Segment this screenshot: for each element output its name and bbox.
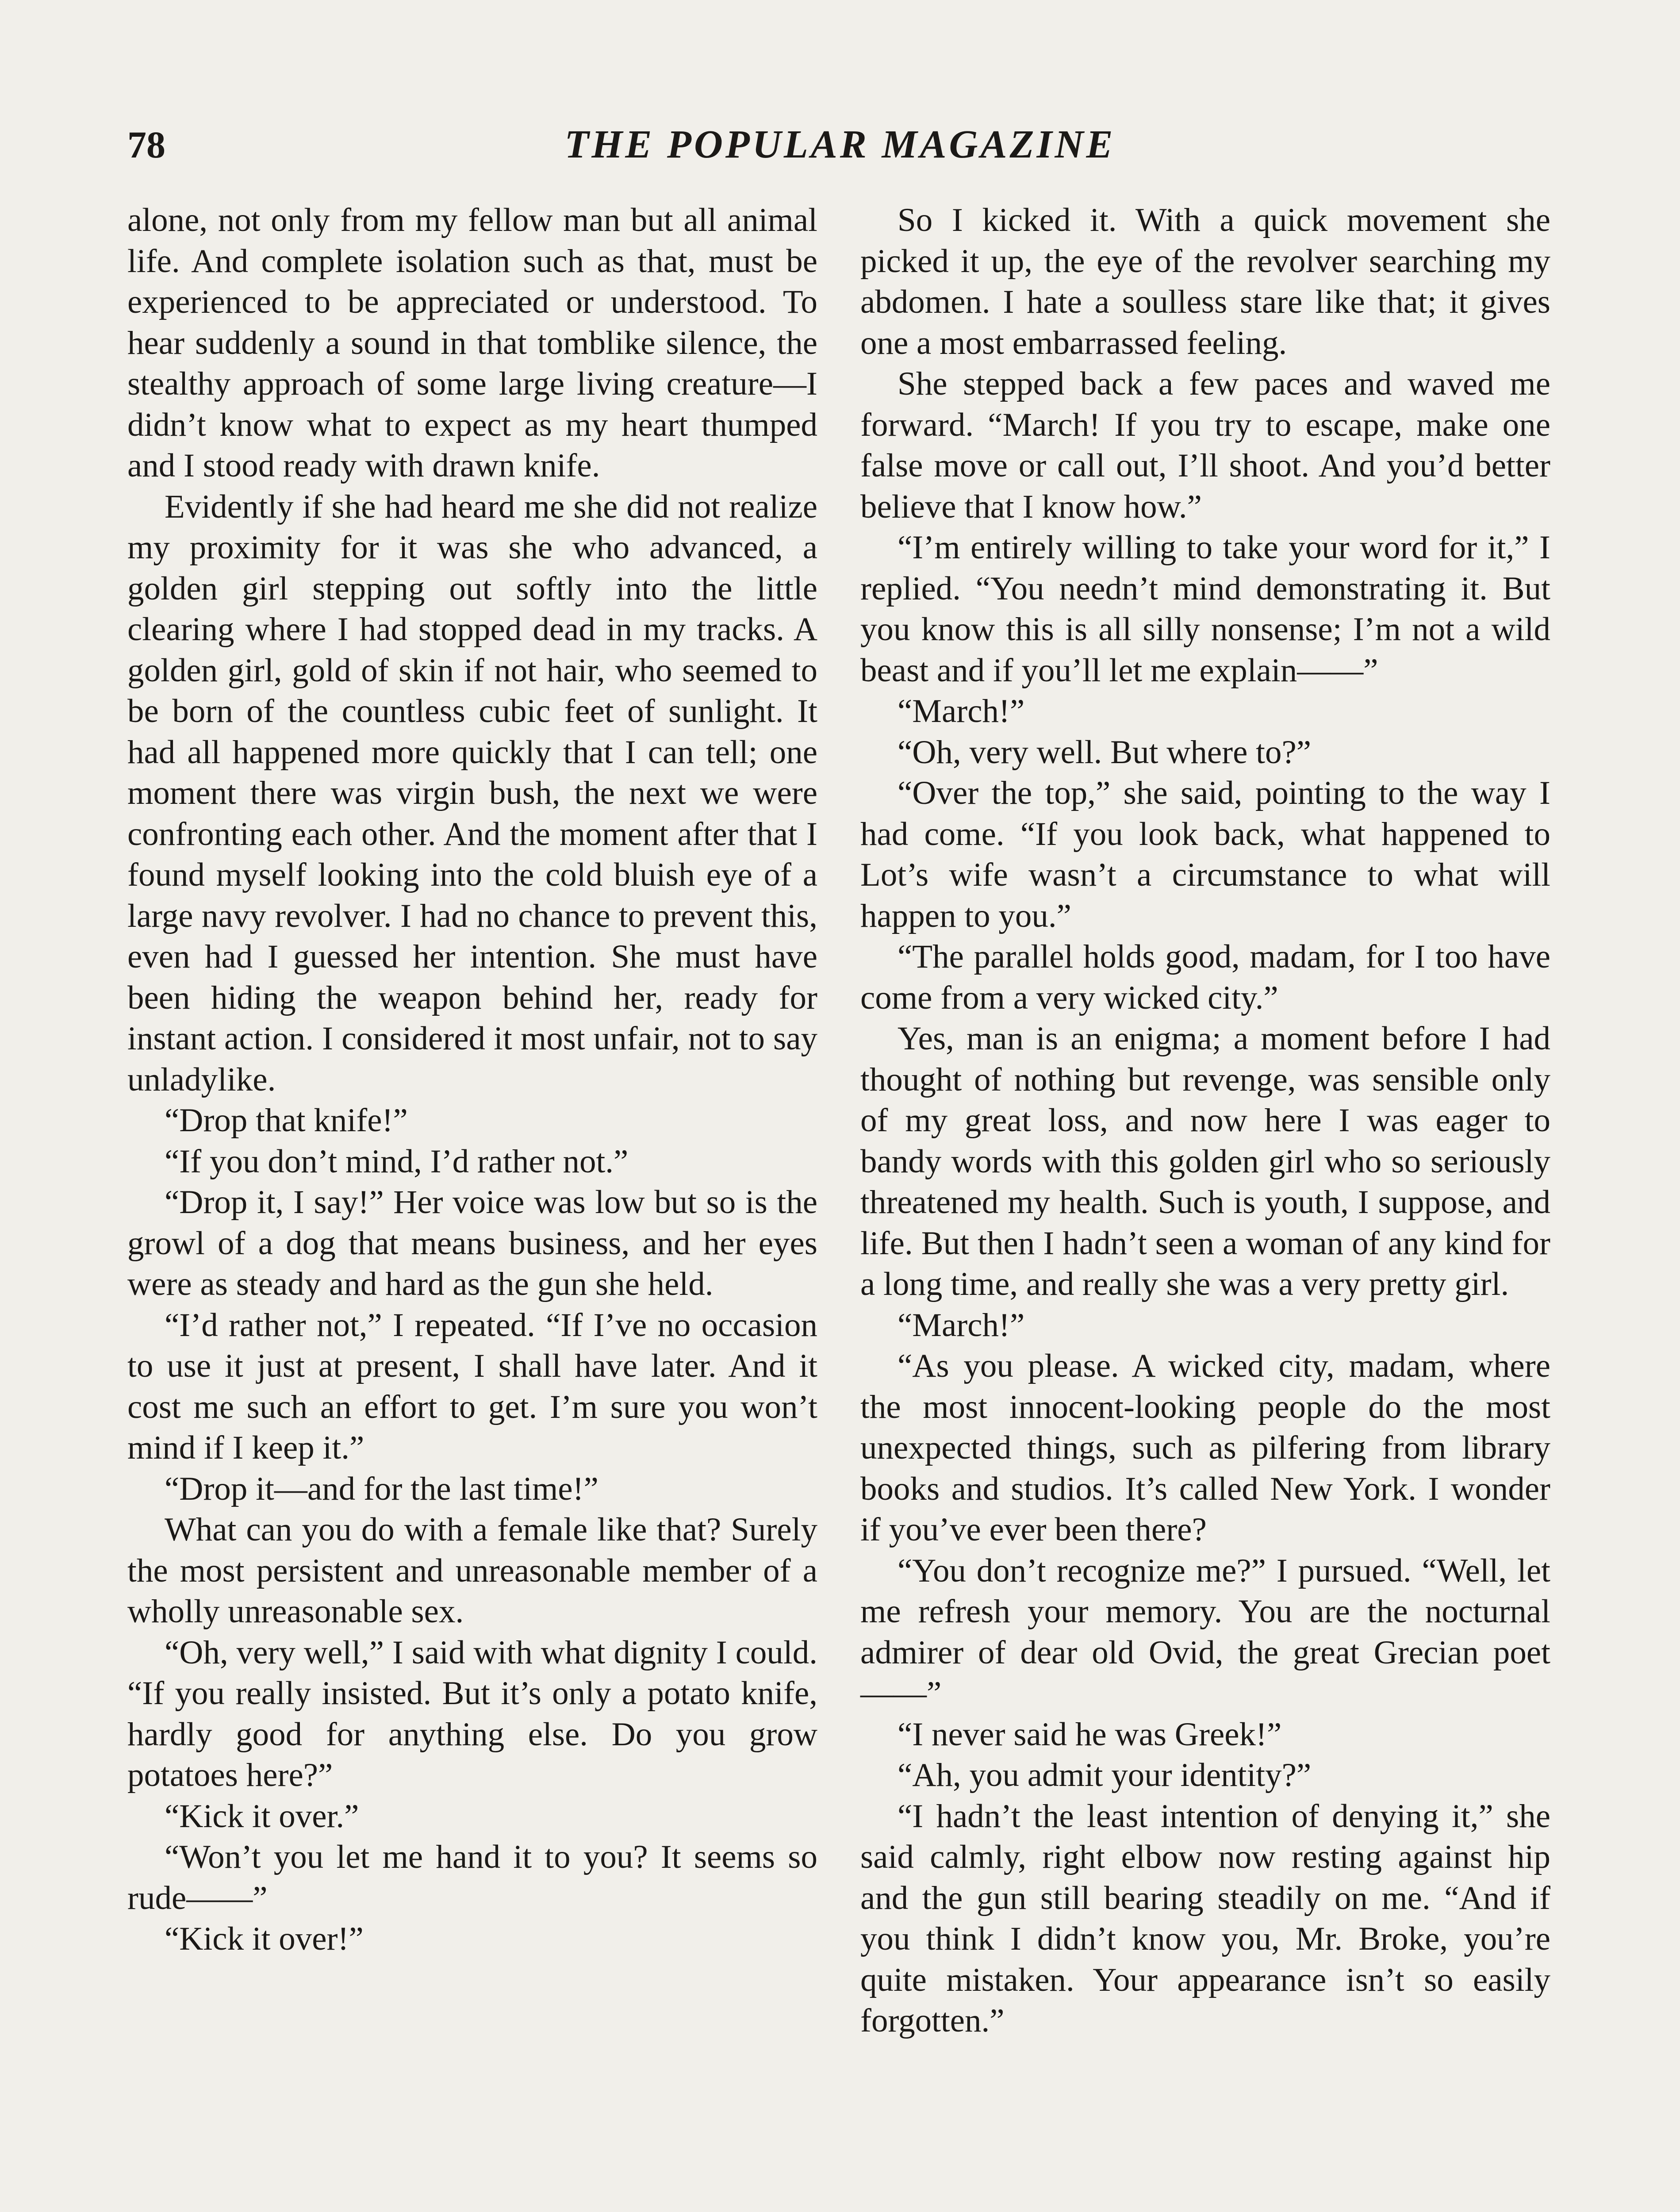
paragraph: “March!” <box>898 1306 1025 1344</box>
page-number: 78 <box>127 123 165 166</box>
paragraph: “As you please. A wicked city, madam, where the most innocent-looking people do the most unexpected things, such as pilfering from library books and studios. It’s called New York. I wonder if you’ve ever been there? <box>860 1348 1550 1548</box>
paragraph: “March!” <box>898 693 1025 730</box>
text-column-right <box>860 200 1550 2042</box>
paragraph: “I’m entirely willing to take your word for it,” I replied. “You needn’t mind demonstrating it. But you know this is all silly nonsense; I’m not a wild beast and if you’ll let me explain——” <box>860 529 1550 689</box>
paragraph: “Won’t you let me hand it to you? It seems so rude——” <box>127 1839 817 1916</box>
paragraph: So I kicked it. With a quick movement she picked it up, the eye of the revolver searching my abdomen. I hate a soulless stare like that; it gives one a most embarrassed feeling. <box>860 202 1550 361</box>
paragraph: Yes, man is an enigma; a moment before I had thought of nothing but revenge, was sensible only of my great loss, and now here I was eager to bandy words with this golden girl who so seriously threatened my health. Such is youth, I suppose, and life. But then I hadn’t seen a woman of any kind for a long time, and really she was a very pretty girl. <box>860 1020 1550 1302</box>
text-column-left <box>127 200 817 1960</box>
paragraph: “Kick it over!” <box>165 1920 364 1957</box>
paragraph: “I’d rather not,” I repeated. “If I’ve no occasion to use it just at present, I shall have later. And it cost me such an effort to get. I’m sure you won’t mind if I keep it.” <box>127 1306 817 1466</box>
paragraph: She stepped back a few paces and waved me forward. “March! If you try to escape, make one false move or call out, I’ll shoot. And you’d better believe that I know how.” <box>860 365 1550 525</box>
running-head: THE POPULAR MAGAZINE <box>564 123 1116 166</box>
paragraph: Evidently if she had heard me she did not realize my proximity for it was she who advanced, a golden girl stepping out softly into the little clearing where I had stopped dead in my tracks. A golden girl, gold of skin if not hair, who seemed to be born of the countless cubic feet of sunlight. It had all happened more quickly that I can tell; one moment there was virgin bush, the next we were confronting each other. And the moment after that I found myself looking into the cold bluish eye of a large navy revolver. I had no chance to prevent this, even had I guessed her intention. She must have been hiding the weapon behind her, ready for instant action. I considered it most unfair, not to say unladylike. <box>127 488 817 1098</box>
paragraph: “Oh, very well,” I said with what dignity I could. “If you really insisted. But it’s only a potato knife, hardly good for anything else. Do you grow potatoes here?” <box>127 1634 817 1793</box>
paragraph: “Drop it—and for the last time!” <box>165 1470 598 1507</box>
paragraph: “Ah, you admit your identity?” <box>898 1757 1312 1793</box>
paragraph: “I hadn’t the least intention of denying it,” she said calmly, right elbow now resting against hip and the gun still bearing steadily on me. “And if you think I didn’t know you, Mr. Broke, you’re quite mistaken. Your appearance isn’t so easily forgotten.” <box>860 1797 1550 2039</box>
paragraph: “Over the top,” she said, pointing to the way I had come. “If you look back, what happened to Lot’s wife wasn’t a circumstance to what will happen to you.” <box>860 775 1550 934</box>
paragraph: “You don’t recognize me?” I pursued. “Well, let me refresh your memory. You are the nocturnal admirer of dear old Ovid, the great Grecian poet——” <box>860 1552 1550 1712</box>
paragraph: “Oh, very well. But where to?” <box>898 733 1312 771</box>
paragraph: “Drop that knife!” <box>165 1102 408 1139</box>
paragraph: alone, not only from my fellow man but all animal life. And complete isolation such as that, must be experienced to be appreciated or understood. To hear suddenly a sound in that tomblike silence, the stealthy approach of some large living creature—I didn’t know what to expect as my heart thumped and I stood ready with drawn knife. <box>127 202 817 484</box>
paragraph: “If you don’t mind, I’d rather not.” <box>165 1143 629 1180</box>
paragraph: “The parallel holds good, madam, for I too have come from a very wicked city.” <box>860 938 1550 1016</box>
page-header <box>127 116 1553 173</box>
paragraph: “Drop it, I say!” Her voice was low but so is the growl of a dog that means business, and her eyes were as steady and hard as the gun she held. <box>127 1184 817 1302</box>
paragraph: What can you do with a female like that? Surely the most persistent and unreasonable member of a wholly unreasonable sex. <box>127 1511 817 1630</box>
paragraph: “Kick it over.” <box>165 1797 359 1835</box>
paragraph: “I never said he was Greek!” <box>898 1716 1282 1753</box>
